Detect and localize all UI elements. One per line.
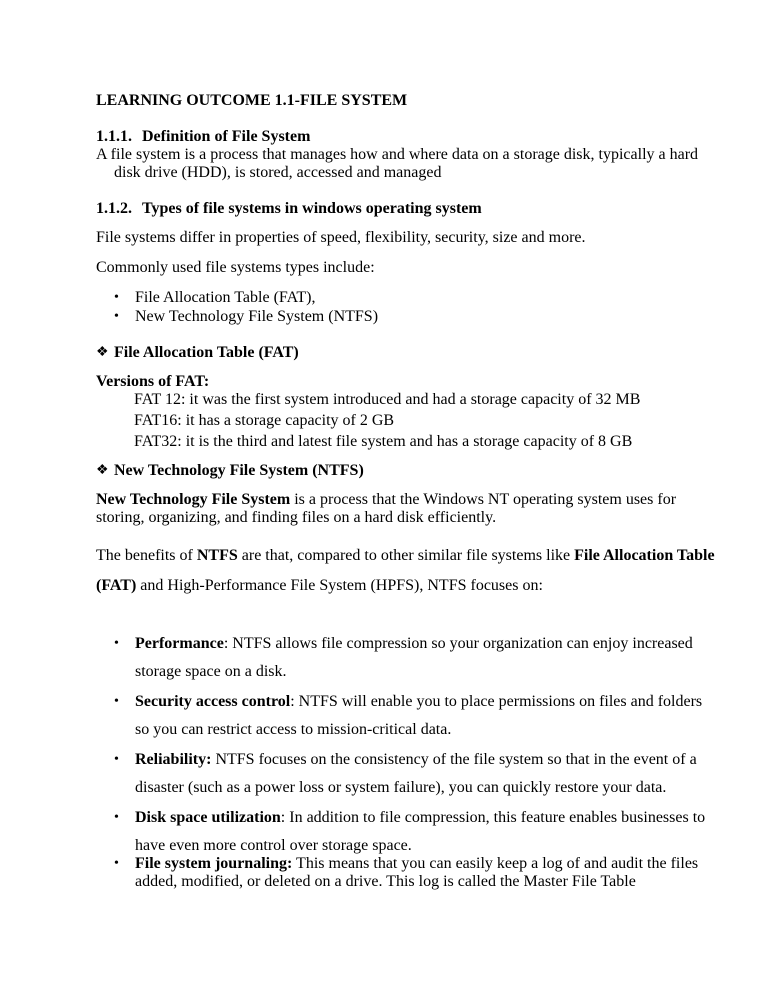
section-heading-1-1-2 <box>96 199 482 218</box>
separator: : <box>223 635 233 652</box>
ntfs-term: New Technology File System <box>96 491 291 508</box>
feature-text: NTFS allows file compression so your organization can enjoy increased <box>232 635 693 652</box>
bullet-icon: • <box>114 636 119 651</box>
feature-term: Disk space utilization <box>135 809 281 826</box>
fat-versions-label: Versions of FAT: <box>96 373 210 390</box>
ntfs-definition-line-1 <box>96 490 676 509</box>
feature-security <box>135 692 702 711</box>
section-number: 1.1.1. <box>96 128 132 145</box>
feature-performance-line-2: storage space on a disk. <box>135 663 287 680</box>
feature-text: This means that you can easily keep a log of and audit the files <box>296 855 699 872</box>
definition-line-1: A file system is a process that manages how and where data on a storage disk, typically a hard <box>96 146 699 163</box>
diamond-bullet-icon: ❖ <box>96 345 109 360</box>
bullet-icon: • <box>114 810 119 825</box>
feature-disk-space <box>135 808 705 827</box>
bullet-icon: • <box>114 694 119 709</box>
ntfs-definition-line-2: storing, organizing, and finding files on a hard disk efficiently. <box>96 509 497 526</box>
fat-version-item: FAT32: it is the third and latest file system and has a storage capacity of 8 GB <box>134 433 633 450</box>
feature-term: Security access control <box>135 693 291 710</box>
fat-heading: File Allocation Table (FAT) <box>114 344 299 361</box>
feature-reliability-line-2: disaster (such as a power loss or system failure), you can quickly restore your data. <box>135 779 667 796</box>
feature-term: File system journaling: <box>135 855 293 872</box>
bullet-icon: • <box>114 752 119 767</box>
feature-term: Reliability: <box>135 751 212 768</box>
feature-journaling <box>135 854 698 873</box>
text-bold: NTFS <box>196 547 238 564</box>
fat-version-item: FAT 12: it was the first system introduced and had a storage capacity of 32 MB <box>134 391 641 408</box>
ntfs-benefits-line-2 <box>96 576 543 595</box>
text: The benefits of <box>96 547 197 564</box>
text-bold: (FAT) <box>96 577 137 594</box>
paragraph: Commonly used file systems types include: <box>96 259 375 276</box>
paragraph: File systems differ in properties of speed, flexibility, security, size and more. <box>96 229 586 246</box>
feature-disk-space-line-2: have even more control over storage space. <box>135 837 412 854</box>
ntfs-heading: New Technology File System (NTFS) <box>114 462 364 479</box>
bullet-icon: • <box>114 290 119 305</box>
feature-journaling-line-2: added, modified, or deleted on a drive. This log is called the Master File Table <box>135 873 636 890</box>
feature-text: In addition to file compression, this feature enables businesses to <box>289 809 706 826</box>
bullet-icon: • <box>114 309 119 324</box>
section-heading-1-1-1 <box>96 127 310 146</box>
text: and High-Performance File System (HPFS), NTFS focuses on: <box>136 577 543 594</box>
text: are that, compared to other similar file systems like <box>237 547 575 564</box>
list-item: File Allocation Table (FAT), <box>135 289 316 306</box>
feature-text: NTFS focuses on the consistency of the file system so that in the event of a <box>215 751 697 768</box>
bullet-icon: • <box>114 856 119 871</box>
section-number: 1.1.2. <box>96 200 132 217</box>
feature-security-line-2: so you can restrict access to mission-critical data. <box>135 721 452 738</box>
definition-line-2: disk drive (HDD), is stored, accessed and managed <box>114 164 442 181</box>
section-title: Types of file systems in windows operating system <box>142 200 482 217</box>
separator: : <box>280 809 290 826</box>
feature-reliability <box>135 750 697 769</box>
ntfs-definition-text: is a process that the Windows NT operating system uses for <box>290 491 677 508</box>
list-item: New Technology File System (NTFS) <box>135 308 379 325</box>
feature-term: Performance <box>135 635 224 652</box>
section-title: Definition of File System <box>142 128 311 145</box>
ntfs-benefits-line-1 <box>96 546 715 565</box>
page-title: LEARNING OUTCOME 1.1-FILE SYSTEM <box>96 92 408 109</box>
feature-performance <box>135 634 693 653</box>
diamond-bullet-icon: ❖ <box>96 463 109 478</box>
fat-version-item: FAT16: it has a storage capacity of 2 GB <box>134 412 395 429</box>
text-bold: File Allocation Table <box>574 547 715 564</box>
separator: : <box>290 693 299 710</box>
feature-text: NTFS will enable you to place permissions on files and folders <box>298 693 703 710</box>
